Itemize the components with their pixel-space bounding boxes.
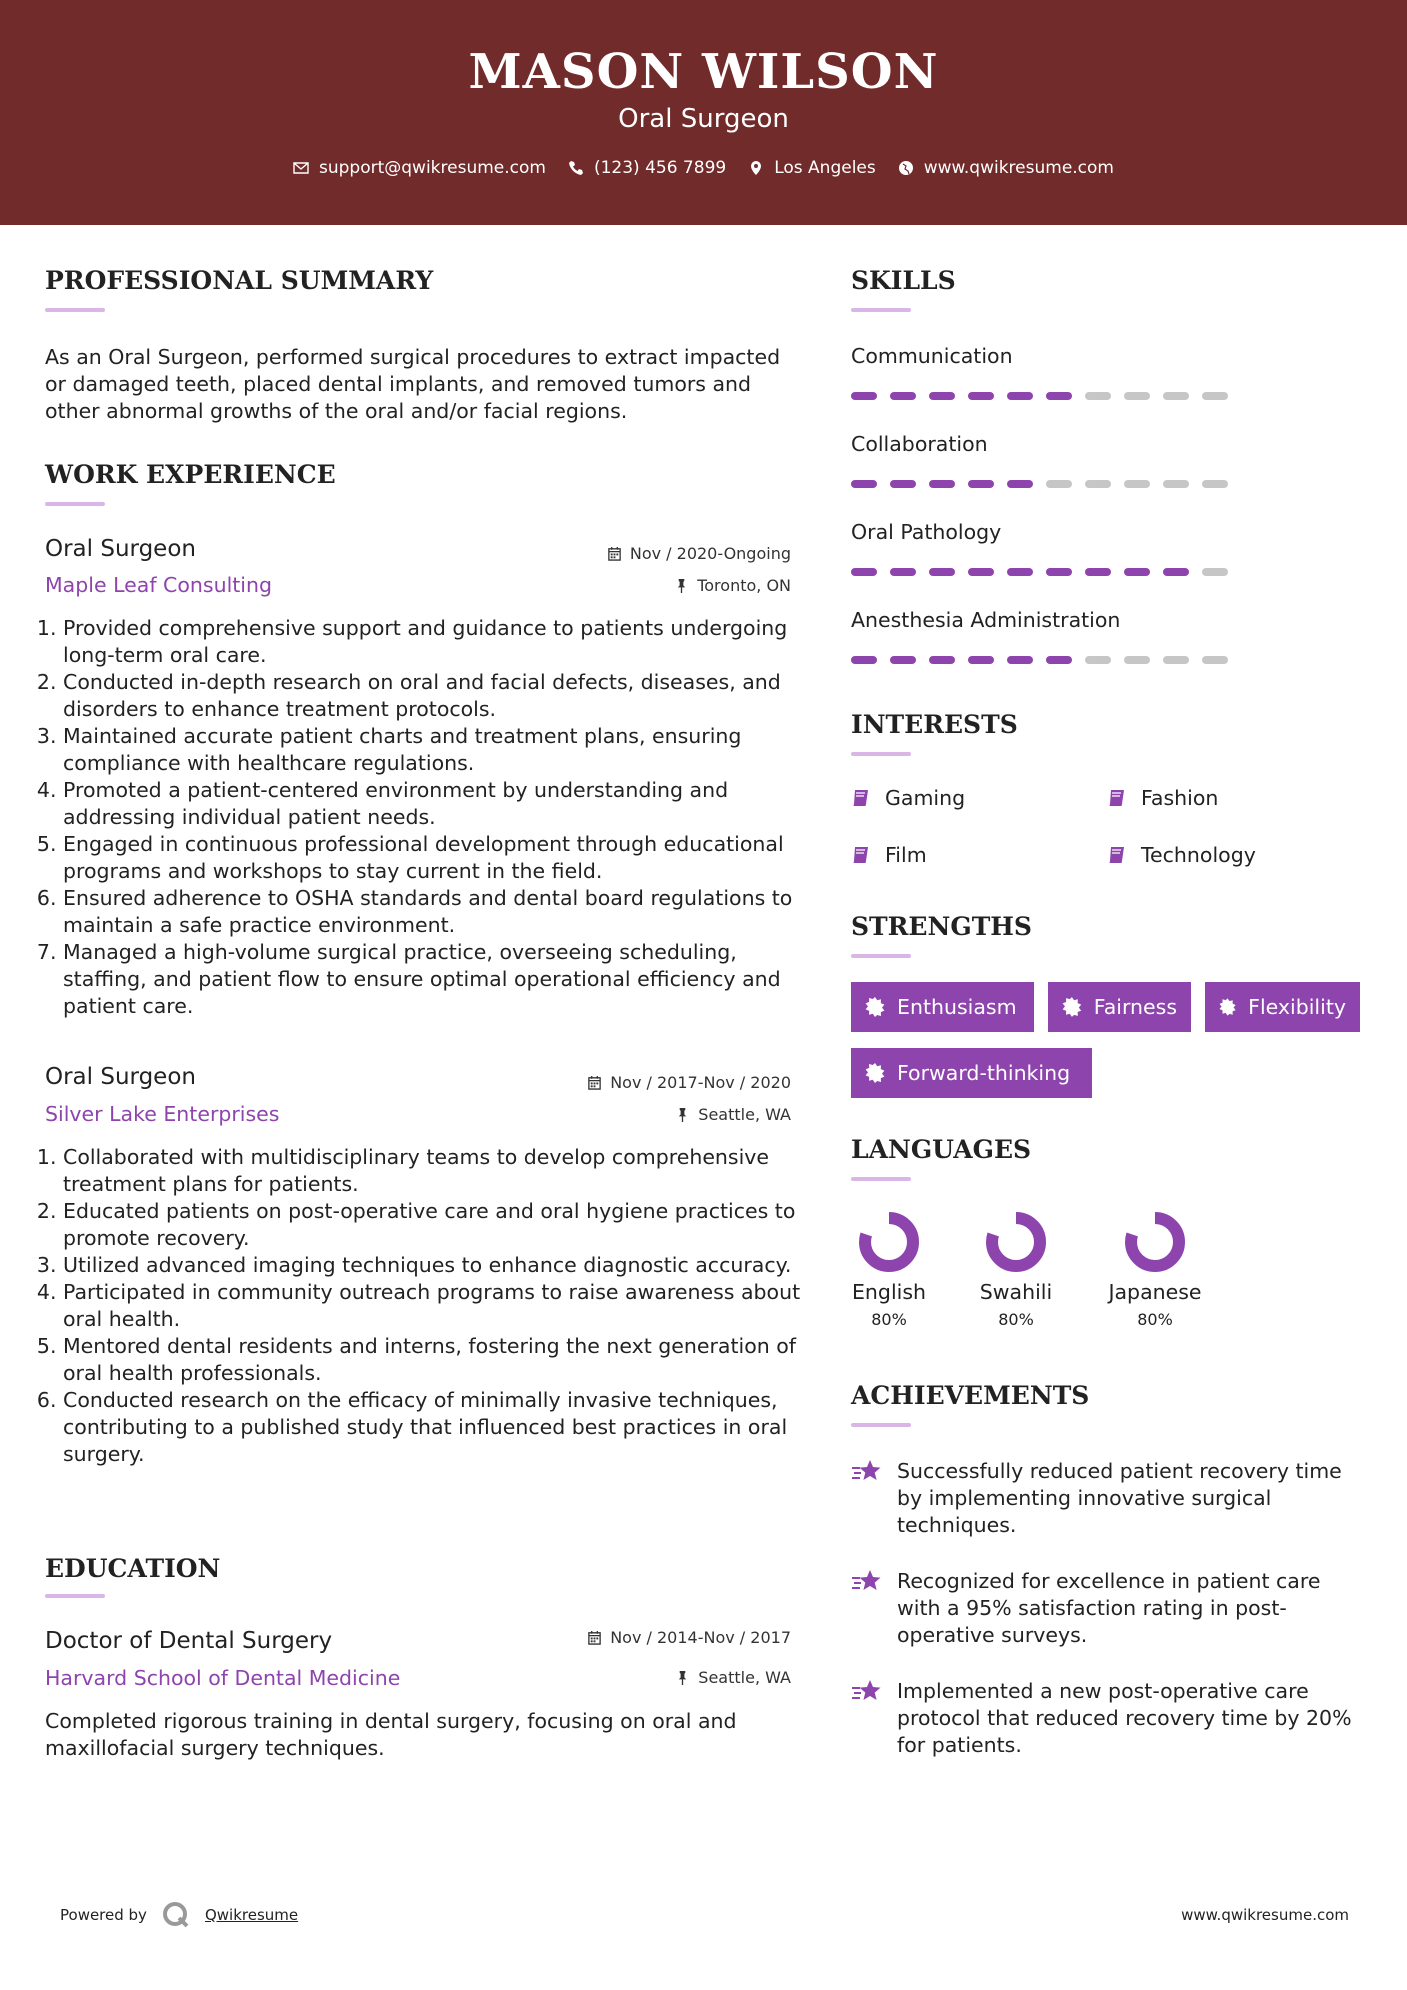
strength-label: Fairness	[1093, 995, 1177, 1019]
book-icon	[1107, 845, 1127, 865]
job-location	[675, 1105, 791, 1124]
list-item: 2. Conducted in-depth research on oral and facial defects, diseases, and disorders to enhance treatment protocols.	[63, 669, 815, 723]
star-icon	[851, 1678, 883, 1706]
list-item: 4. Promoted a patient-centered environment by understanding and addressing individual patient needs.	[63, 777, 815, 831]
skill-rating-dot	[851, 568, 877, 576]
experience-underline	[45, 502, 105, 506]
footer-website[interactable]: www.qwikresume.com	[1181, 1906, 1349, 1924]
job-title: Oral Surgeon	[45, 536, 196, 562]
skill-rating-dot	[890, 568, 916, 576]
badge-icon	[865, 1063, 885, 1083]
location-text: Toronto, ON	[697, 576, 791, 595]
contact-bar	[0, 158, 1407, 178]
pushpin-icon	[675, 1670, 690, 1685]
contact-phone[interactable]	[568, 158, 726, 178]
language-name: Swahili	[979, 1280, 1053, 1304]
pushpin-icon	[674, 578, 689, 593]
strength-label: Forward-thinking	[897, 1061, 1071, 1085]
achievement-text: Recognized for excellence in patient care with a 95% satisfaction rating in post-operative surveys.	[897, 1569, 1321, 1647]
achievement-item	[851, 1678, 1361, 1759]
website-text: www.qwikresume.com	[923, 158, 1114, 178]
location-text: Los Angeles	[774, 158, 876, 178]
experience-heading: WORK EXPERIENCE	[45, 460, 336, 489]
strength-tag	[851, 982, 1034, 1032]
book-icon	[851, 845, 871, 865]
skill-rating-dot	[1202, 392, 1228, 400]
education-text: Completed rigorous training in dental surgery, focusing on oral and maxillofacial surgery techniques.	[45, 1709, 737, 1760]
date-text: Nov / 2014-Nov / 2017	[610, 1628, 791, 1647]
badge-icon	[865, 997, 885, 1017]
skill-rating-dot	[929, 392, 955, 400]
skills-heading: SKILLS	[851, 266, 956, 295]
interests-heading: INTERESTS	[851, 710, 1018, 739]
language-percent: 80%	[1137, 1310, 1173, 1329]
language-item	[834, 1212, 944, 1329]
book-icon	[1107, 788, 1127, 808]
list-item: 6. Conducted research on the efficacy of minimally invasive techniques, contributing to a published study that influenced best practices in oral surgery.	[63, 1387, 815, 1468]
skill-rating-dot	[968, 480, 994, 488]
skill-rating-dot	[929, 480, 955, 488]
contact-website[interactable]	[898, 158, 1114, 178]
skill-name: Anesthesia Administration	[851, 608, 1121, 632]
job-location	[674, 576, 791, 595]
strength-label: Enthusiasm	[897, 995, 1017, 1019]
strength-tag	[851, 1048, 1092, 1098]
skill-rating-dot	[1202, 656, 1228, 664]
skill-rating-dot	[1046, 568, 1072, 576]
book-icon	[851, 788, 871, 808]
summary-heading: PROFESSIONAL SUMMARY	[45, 266, 434, 295]
language-gauge	[986, 1212, 1046, 1272]
language-gauge	[1125, 1212, 1185, 1272]
interest-label: Gaming	[885, 786, 966, 810]
school-name: Harvard School of Dental Medicine	[45, 1666, 401, 1690]
badge-icon	[1219, 997, 1236, 1017]
skill-rating-dot	[1007, 480, 1033, 488]
skill-rating-dot	[1085, 568, 1111, 576]
skill-rating-dot	[890, 392, 916, 400]
map-pin-icon	[748, 160, 764, 176]
interest-label: Technology	[1141, 843, 1256, 867]
skills-underline	[851, 308, 911, 312]
resume-header	[0, 0, 1407, 225]
skill-rating	[851, 480, 1228, 488]
phone-text: (123) 456 7899	[593, 158, 727, 178]
list-item: 1. Provided comprehensive support and guidance to patients undergoing long-term oral care.	[63, 615, 815, 669]
skill-rating-dot	[1085, 656, 1111, 664]
skill-rating-dot	[1202, 568, 1228, 576]
candidate-name: MASON WILSON	[468, 44, 939, 100]
globe-icon	[898, 160, 914, 176]
skill-rating-dot	[1124, 656, 1150, 664]
skill-rating-dot	[929, 568, 955, 576]
achievement-item	[851, 1568, 1361, 1649]
skill-rating-dot	[890, 480, 916, 488]
skill-rating-dot	[1202, 480, 1228, 488]
interest-item	[851, 786, 965, 810]
skill-rating-dot	[1163, 568, 1189, 576]
job-date	[587, 1073, 791, 1092]
skill-rating-dot	[1046, 656, 1072, 664]
languages-heading: LANGUAGES	[851, 1135, 1032, 1164]
date-text: Nov / 2017-Nov / 2020	[610, 1073, 791, 1092]
job-company: Silver Lake Enterprises	[45, 1102, 280, 1126]
calendar-icon	[587, 1075, 602, 1090]
education-underline	[45, 1594, 105, 1598]
interest-item	[1107, 843, 1256, 867]
skill-rating-dot	[1085, 480, 1111, 488]
job-company: Maple Leaf Consulting	[45, 573, 273, 597]
language-name: English	[851, 1280, 927, 1304]
list-item: 4. Participated in community outreach programs to raise awareness about oral health.	[63, 1279, 815, 1333]
skill-rating-dot	[1046, 480, 1072, 488]
strength-tag	[1205, 982, 1360, 1032]
skill-rating-dot	[1046, 392, 1072, 400]
languages-underline	[851, 1177, 911, 1181]
skill-rating-dot	[1163, 392, 1189, 400]
skill-rating-dot	[968, 568, 994, 576]
language-item	[1100, 1212, 1210, 1329]
skill-name: Collaboration	[851, 432, 988, 456]
degree-title: Doctor of Dental Surgery	[45, 1628, 333, 1654]
education-date	[587, 1628, 791, 1647]
skill-rating-dot	[1124, 480, 1150, 488]
date-text: Nov / 2020-Ongoing	[629, 544, 791, 563]
summary-underline	[45, 308, 105, 312]
language-percent: 80%	[871, 1310, 907, 1329]
education-heading: EDUCATION	[45, 1554, 221, 1583]
skill-rating-dot	[968, 392, 994, 400]
skill-rating-dot	[968, 656, 994, 664]
candidate-title: Oral Surgeon	[618, 104, 789, 134]
skill-rating	[851, 656, 1228, 664]
powered-by-text: Powered by	[60, 1906, 147, 1924]
star-icon	[851, 1568, 883, 1596]
qwikresume-logo-icon	[161, 1900, 191, 1930]
skill-rating-dot	[890, 656, 916, 664]
strength-label: Flexibility	[1248, 995, 1346, 1019]
language-gauge	[859, 1212, 919, 1272]
contact-email[interactable]	[293, 158, 546, 178]
list-item: 5. Mentored dental residents and interns, fostering the next generation of oral health professionals.	[63, 1333, 815, 1387]
skill-rating	[851, 392, 1228, 400]
pushpin-icon	[675, 1107, 690, 1122]
interest-label: Fashion	[1141, 786, 1219, 810]
language-percent: 80%	[998, 1310, 1034, 1329]
envelope-icon	[293, 160, 309, 176]
skill-rating-dot	[1085, 392, 1111, 400]
skill-rating-dot	[929, 656, 955, 664]
job-date	[607, 544, 791, 563]
brand-link[interactable]: Qwikresume	[204, 1906, 299, 1924]
strength-tag	[1048, 982, 1191, 1032]
skill-rating-dot	[1007, 392, 1033, 400]
education-location	[675, 1668, 791, 1687]
strengths-underline	[851, 954, 911, 958]
language-name: Japanese	[1108, 1280, 1202, 1304]
list-item: 7. Managed a high-volume surgical practice, overseeing scheduling, staffing, and patient flow to ensure optimal operational efficiency and patient care.	[63, 939, 815, 1020]
star-icon	[851, 1458, 883, 1486]
skill-rating-dot	[851, 656, 877, 664]
list-item: 1. Collaborated with multidisciplinary teams to develop comprehensive treatment plans for patients.	[63, 1144, 815, 1198]
skill-name: Communication	[851, 344, 1013, 368]
skill-rating-dot	[1124, 392, 1150, 400]
interests-underline	[851, 752, 911, 756]
list-item: 5. Engaged in continuous professional development through educational programs and workshops to stay current in the field.	[63, 831, 815, 885]
interest-label: Film	[885, 843, 927, 867]
skill-rating-dot	[1163, 480, 1189, 488]
calendar-icon	[607, 546, 622, 561]
achievements-heading: ACHIEVEMENTS	[851, 1381, 1090, 1410]
skill-rating	[851, 568, 1228, 576]
email-text: support@qwikresume.com	[319, 158, 546, 178]
summary-text: As an Oral Surgeon, performed surgical procedures to extract impacted or damaged teeth, placed dental implants, and removed tumors and other abnormal growths of the oral and/or facial regions.	[45, 345, 781, 423]
skill-rating-dot	[851, 480, 877, 488]
interest-item	[1107, 786, 1218, 810]
contact-location	[748, 158, 876, 178]
achievement-item	[851, 1458, 1361, 1539]
badge-icon	[1062, 997, 1082, 1017]
job-bullets	[45, 1144, 815, 1468]
footer-powered-by	[60, 1900, 298, 1930]
job-bullets	[45, 615, 815, 1020]
achievement-text: Implemented a new post-operative care protocol that reduced recovery time by 20% for patients.	[897, 1679, 1352, 1757]
skill-rating-dot	[851, 392, 877, 400]
phone-icon	[568, 160, 584, 176]
achievement-text: Successfully reduced patient recovery time by implementing innovative surgical techniques.	[897, 1459, 1342, 1537]
calendar-icon	[587, 1630, 602, 1645]
language-item	[961, 1212, 1071, 1329]
list-item: 2. Educated patients on post-operative care and oral hygiene practices to promote recovery.	[63, 1198, 815, 1252]
job-title: Oral Surgeon	[45, 1064, 196, 1090]
location-text: Seattle, WA	[698, 1668, 791, 1687]
achievements-underline	[851, 1423, 911, 1427]
skill-name: Oral Pathology	[851, 520, 1002, 544]
list-item: 6. Ensured adherence to OSHA standards and dental board regulations to maintain a safe practice environment.	[63, 885, 815, 939]
list-item: 3. Maintained accurate patient charts and treatment plans, ensuring compliance with healthcare regulations.	[63, 723, 815, 777]
skill-rating-dot	[1124, 568, 1150, 576]
skill-rating-dot	[1163, 656, 1189, 664]
strengths-heading: STRENGTHS	[851, 912, 1032, 941]
location-text: Seattle, WA	[698, 1105, 791, 1124]
skill-rating-dot	[1007, 568, 1033, 576]
list-item: 3. Utilized advanced imaging techniques to enhance diagnostic accuracy.	[63, 1252, 815, 1279]
skill-rating-dot	[1007, 656, 1033, 664]
interest-item	[851, 843, 927, 867]
